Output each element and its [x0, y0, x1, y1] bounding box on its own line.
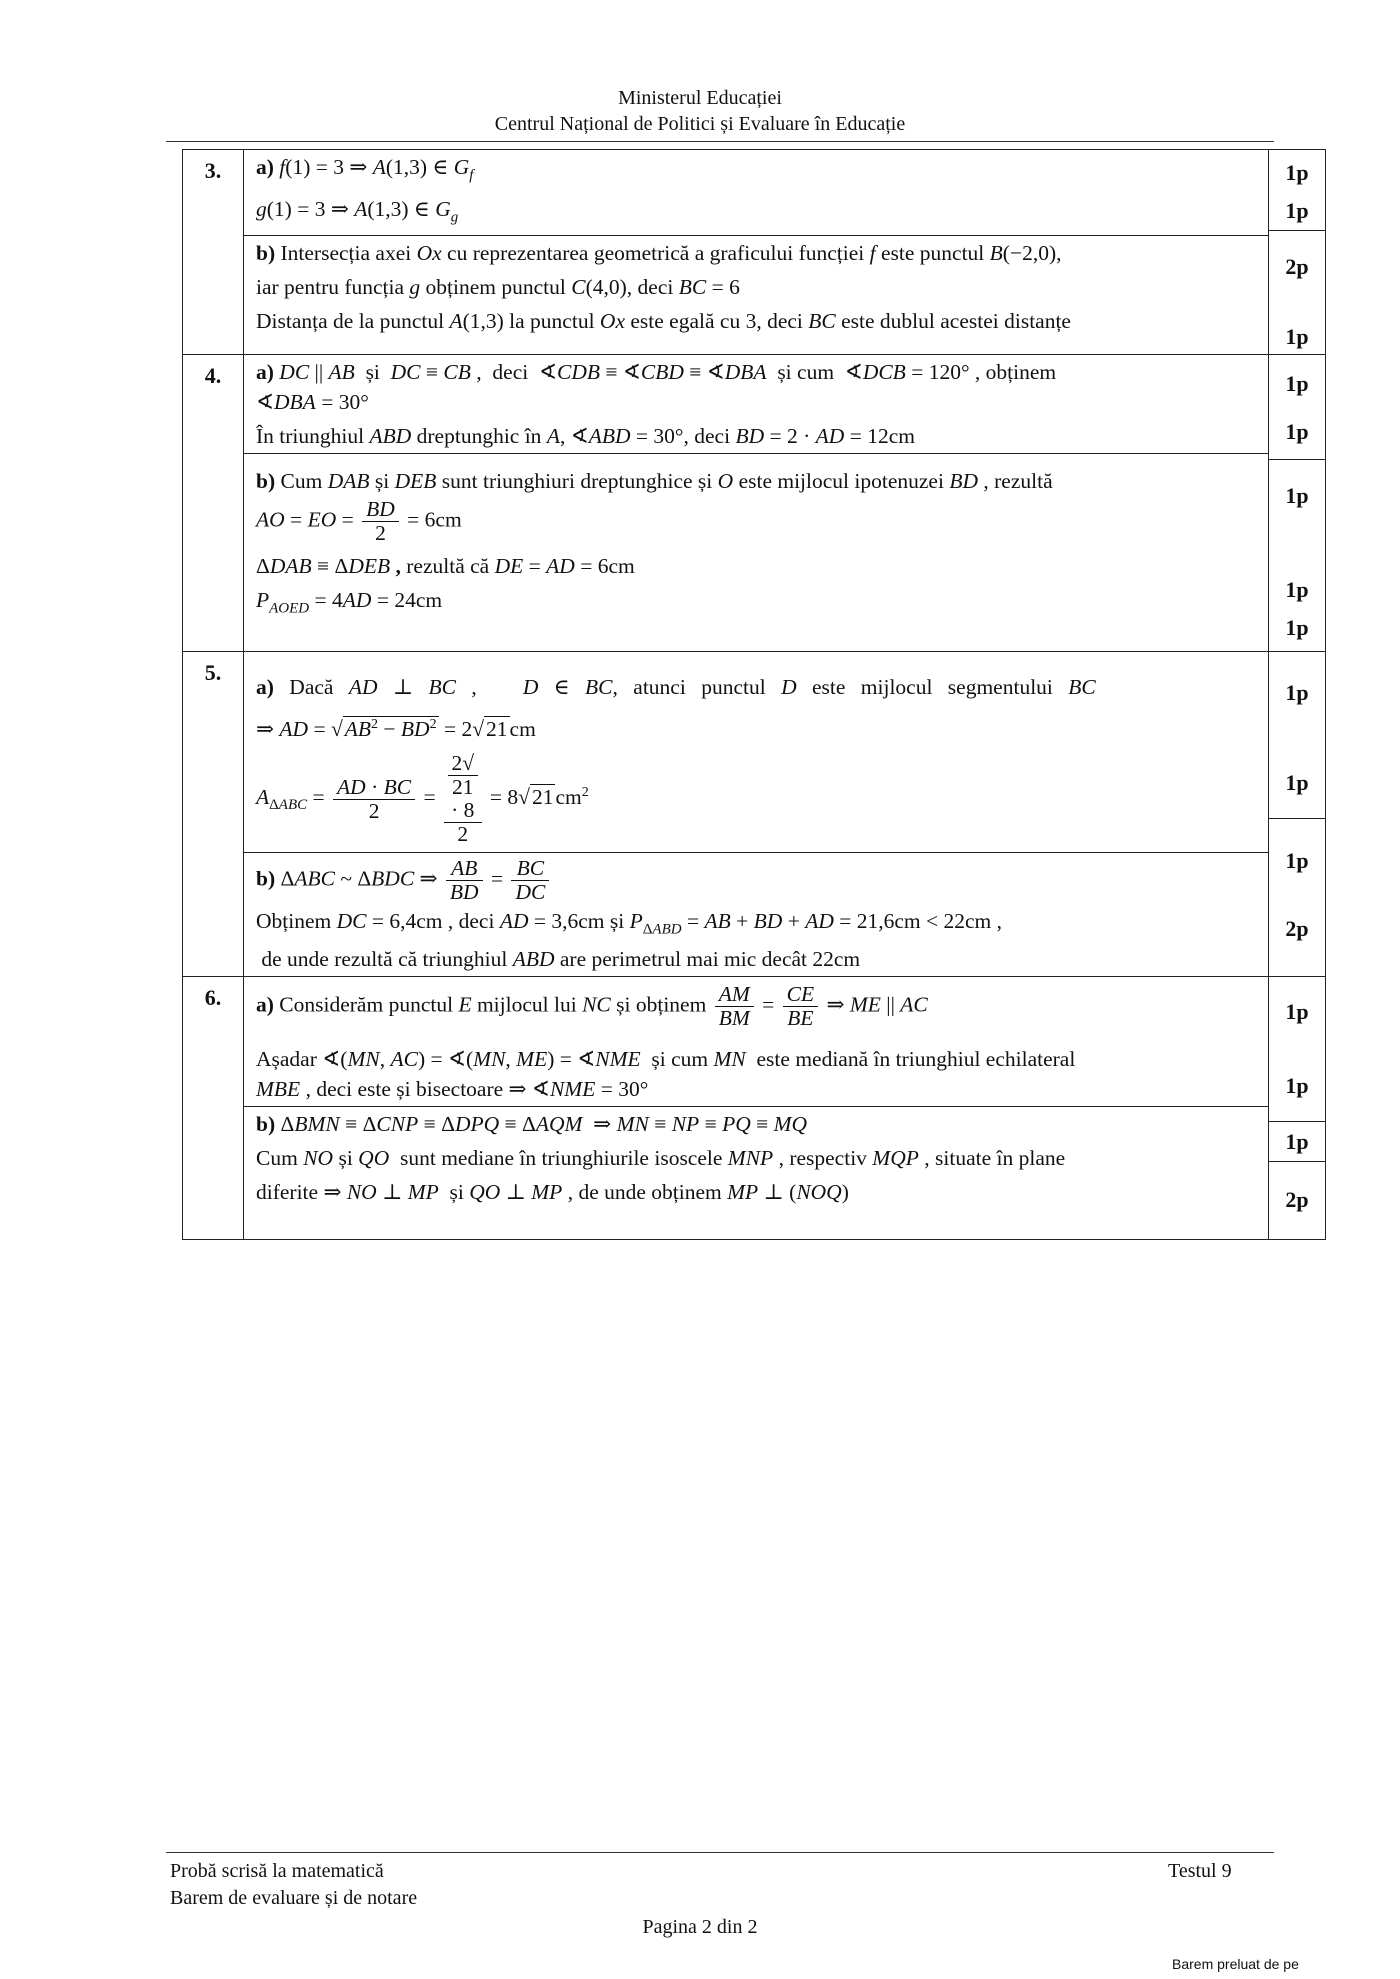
points-value: 1p	[1269, 419, 1325, 460]
exercise-row	[183, 355, 1326, 652]
solution-line: a) f(1) = 3 ⇒ A(1,3) ∈ $G_f$	[256, 155, 474, 184]
points-value: 1p	[1285, 577, 1309, 602]
source-note: Barem preluat de pe	[1172, 1956, 1299, 1972]
points-value: 1p	[1285, 371, 1309, 396]
solution-line: Așadar ∢(MN, AC) = ∢(MN, ME) = ∢NME și cum MN este mediană în triunghiul echilateral	[256, 1047, 1076, 1072]
solution-line: a) DC || AB și DC ≡ CB , deci ∢CDB ≡ ∢CBD ≡ ∢DBA și cum ∢DCB = 120° , obținem	[256, 360, 1057, 384]
points-value: 1p	[1285, 160, 1309, 185]
points-value: 1p	[1285, 680, 1309, 705]
points-column	[1269, 355, 1326, 652]
solution-line: Obținem DC = 6,4cm , deci AD = 3,6cm și $P_{\Delta ABD}$ = AB + BD + AD = 21,6cm < 22cm ,	[256, 909, 1003, 938]
exercise-content	[244, 652, 1269, 977]
points-value: 1p	[1285, 848, 1309, 873]
points-value: 1p	[1269, 770, 1325, 819]
exercise-number: 3.	[183, 150, 244, 355]
solution-line: MBE , deci este și bisectoare ⇒ ∢NME = 30°	[256, 1077, 649, 1102]
solution-line: ⇒ AD = $√AB^2 - BD^2 = 2√21cm$	[256, 717, 536, 742]
points-value: 2p	[1285, 916, 1309, 941]
exercise-row	[183, 652, 1326, 977]
header-ministry: Ministerul Educației	[618, 87, 782, 109]
points-column	[1269, 150, 1326, 355]
solution-line: diferite ⇒ NO ⊥ MP și QO ⊥ MP , de unde obținem MP ⊥ (NOQ)	[256, 1180, 849, 1205]
footer-description: Barem de evaluare și de notare	[170, 1887, 418, 1909]
header-center: Centrul Național de Politici și Evaluare în Educație	[494, 113, 906, 135]
exercise-number: 6.	[183, 977, 244, 1240]
solution-line: g(1) = 3 ⇒ A(1,3) ∈ $G_g$	[256, 197, 459, 226]
points-value: 1p	[1285, 483, 1309, 508]
solution-line: iar pentru funcția g obținem punctul C(4,0), deci BC = 6	[256, 274, 740, 299]
exercise-row	[183, 150, 1326, 355]
exercise-content	[244, 150, 1269, 355]
points-column	[1269, 652, 1326, 977]
points-value: 1p	[1285, 999, 1309, 1025]
points-value: 1p	[1285, 615, 1309, 640]
points-value: 1p	[1269, 1129, 1325, 1162]
footer-rule	[166, 1852, 1274, 1853]
footer-subject: Probă scrisă la matematică	[170, 1860, 384, 1882]
solution-line: b) ΔABC ~ ΔBDC ⇒ $\frac{AB}{BD}$ = $\frac{BC}{DC}$	[244, 852, 1268, 908]
solution-line: b) ΔBMN ≡ ΔCNP ≡ ΔDPQ ≡ ΔAQM ⇒ MN ≡ NP ≡ PQ ≡ MQ	[244, 1106, 1268, 1141]
exercise-content	[244, 355, 1269, 652]
points-value: 2p	[1285, 254, 1309, 279]
solution-line: b) Cum DAB și DEB sunt triunghiuri dreptunghice și O este mijlocul ipotenuzei BD , rezultă	[244, 453, 1268, 498]
barem-table	[182, 149, 1326, 1240]
solution-line: $P_{AOED} = 4AD = 24cm$	[256, 588, 443, 617]
solution-line: Distanța de la punctul A(1,3) la punctul Ox este egală cu 3, deci BC este dublul acestei distanțe	[256, 308, 1071, 333]
solution-line: Cum NO și QO sunt mediane în triunghiurile isoscele MNP , respectiv MQP , situate în plane	[256, 1146, 1066, 1171]
exercise-row	[183, 977, 1326, 1240]
page-number: Pagina 2 din 2	[642, 1916, 758, 1938]
points-value: 2p	[1285, 1187, 1309, 1213]
solution-line: $A_{\Delta ABC}$ = $\frac{AD \cdot BC}{2}$ = 2√ 21 · 8 2 = $8√21cm^2$	[256, 751, 589, 847]
solution-line: a) Considerăm punctul E mijlocul lui NC și obținem $\frac{AM}{BM}$ = $\frac{CE}{BE}$ ⇒ ME || AC	[256, 982, 928, 1031]
exercise-number: 4.	[183, 355, 244, 652]
solution-line: AO = EO = $\frac{BD}{2}$ = 6cm	[256, 498, 462, 545]
solution-line: ∢DBA = 30°	[256, 390, 369, 414]
solution-line: b) Intersecția axei Ox cu reprezentarea geometrică a graficului funcției f este punctul B(−2,0),	[244, 235, 1268, 270]
footer-test-number: Testul 9	[1168, 1860, 1232, 1882]
solution-line: de unde rezultă că triunghiul ABD are perimetrul mai mic decât 22cm	[256, 947, 861, 972]
points-column	[1269, 977, 1326, 1240]
header-rule	[166, 141, 1274, 142]
solution-line: ΔDAB ≡ ΔDEB , rezultă că DE = AD = 6cm	[256, 554, 635, 578]
points-value: 1p	[1269, 198, 1325, 231]
points-value: 1p	[1269, 1073, 1325, 1122]
exercise-number: 5.	[183, 652, 244, 977]
points-value: 1p	[1285, 324, 1309, 349]
exercise-content	[244, 977, 1269, 1240]
solution-line: În triunghiul ABD dreptunghic în A, ∢ABD = 30°, deci BD = 2 · AD = 12cm	[256, 424, 915, 448]
solution-line: a) Dacă AD ⊥ BC , D ∈ BC, atunci punctul D este mijlocul segmentului BC	[256, 675, 1096, 699]
